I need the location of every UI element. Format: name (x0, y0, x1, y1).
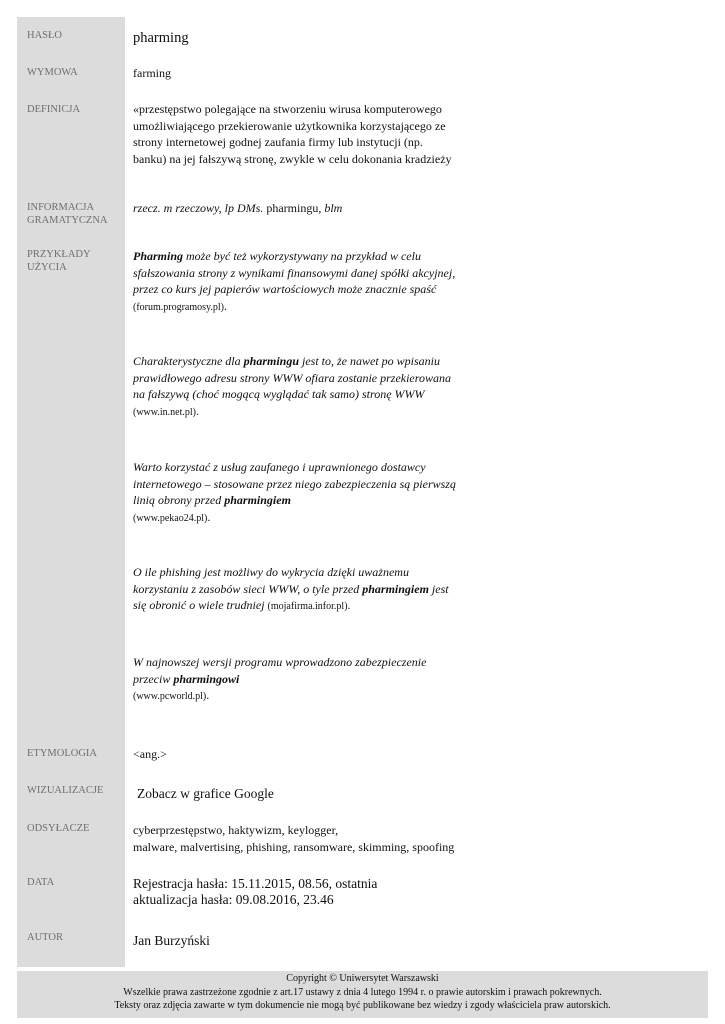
example-text: jest to, że nawet po wpisaniu prawidłowego adresu strony WWW ofiara zostanie przekierowana na fałszywą (choć mogącą wyglądać tak samo) stronę WWW (133, 354, 451, 401)
label-data: DATA (27, 877, 55, 888)
example-end: . (347, 598, 351, 612)
example-headword: pharmingu (243, 354, 300, 368)
example-headword: pharmingowi (173, 671, 240, 686)
example-end: . (195, 403, 199, 418)
example-1 (133, 248, 463, 316)
copyright-line: Copyright © Uniwersytet Warszawski (286, 973, 439, 984)
copyright-footer (17, 971, 708, 1018)
example-source: (mojafirma.infor.pl) (267, 601, 348, 612)
example-source: (www.pcworld.pl) (133, 691, 207, 702)
cross-references-line: malware, malvertising, phishing, ransomware, skimming, spoofing (133, 839, 455, 854)
example-source: (www.in.net.pl) (133, 406, 196, 418)
cross-references-line: cyberprzestępstwo, haktywizm, keylogger, (133, 823, 339, 837)
example-text: jest się obronić o wiele trudniej (133, 581, 449, 612)
author: Jan Burzyński (133, 933, 210, 948)
rights-line: Wszelkie prawa zastrzeżone zgodnie z art.17 ustawy z dnia 4 lutego 1994 r. o prawie autorskim i prawach pokrewnych. (123, 986, 602, 998)
headword: pharming (133, 30, 189, 46)
label-wymowa: WYMOWA (27, 67, 78, 78)
publication-line: Teksty oraz zdjęcia zawarte w tym dokumencie nie mogą być publikowane bez wiedzy i zgody właściciela praw autorskich. (114, 1000, 611, 1011)
grammar-italic: rzecz. m rzeczowy, lp DMs. (133, 201, 264, 215)
example-3 (133, 459, 458, 527)
label-haslo: HASŁO (27, 30, 63, 41)
example-2 (133, 353, 458, 421)
label-informacja-gramatyczna: INFORMACJA GRAMATYCZNA (27, 202, 108, 226)
example-end: . (206, 688, 210, 702)
grammar-italic-2: blm (324, 201, 343, 215)
example-4 (133, 564, 458, 616)
example-headword: Pharming (133, 249, 184, 263)
example-source: (www.pekao24.pl) (133, 512, 208, 524)
label-autor: AUTOR (27, 932, 63, 943)
example-headword: pharmingiem (224, 493, 291, 507)
example-headword: pharmingiem (362, 581, 429, 596)
update-date: aktualizacja hasła: 09.08.2016, 23.46 (133, 892, 334, 907)
dates (133, 876, 463, 908)
cross-references (133, 822, 493, 855)
label-przyklady-uzycia: PRZYKŁADY UŻYCIA (27, 249, 91, 273)
example-end: . (224, 298, 227, 313)
example-end: . (207, 509, 211, 524)
label-odsylacze: ODSYŁACZE (27, 823, 90, 834)
example-5 (133, 654, 443, 706)
google-images-link[interactable]: Zobacz w grafice Google (137, 786, 274, 801)
example-source: (forum.programosy.pl) (133, 301, 224, 313)
registration-date: Rejestracja hasła: 15.11.2015, 08.56, ostatnia (133, 876, 378, 891)
example-text: W najnowszej wersji programu wprowadzono zabezpieczenie przeciw (133, 655, 427, 686)
example-text: Warto korzystać z usług zaufanego i uprawnionego dostawcy internetowego – stosowane przez niego zabezpieczenia są pierwszą linią obrony przed (133, 460, 456, 507)
grammar-normal: pharmingu, (263, 201, 325, 215)
label-wizualizacje: WIZUALIZACJE (27, 785, 104, 796)
label-etymologia: ETYMOLOGIA (27, 748, 97, 759)
pronunciation: farming (133, 66, 171, 80)
label-definicja: DEFINICJA (27, 104, 81, 115)
definition: «przestępstwo polegające na stworzeniu wirusa komputerowego umożliwiającego przekierowanie użytkownika korzystającego ze strony internetowej godnej zaufania firmy lub instytucji (np. banku) na jej fałszywą stronę, zwykle w celu dokonania kradzieży (133, 102, 452, 166)
example-text: O ile phishing jest możliwy do wykrycia dzięki uważnemu korzystaniu z zasobów sieci WWW, o tyle przed (133, 565, 409, 596)
example-text: może być też wykorzystywany na przykład w celu sfałszowania strony z wynikami finansowymi danej spółki akcyjnej, przez co kurs jej papierów wartościowych może znacznie spaść (133, 249, 456, 296)
example-text: Charakterystyczne dla (133, 354, 244, 368)
grammar-info (133, 200, 473, 217)
etymology: <ang.> (133, 747, 167, 761)
